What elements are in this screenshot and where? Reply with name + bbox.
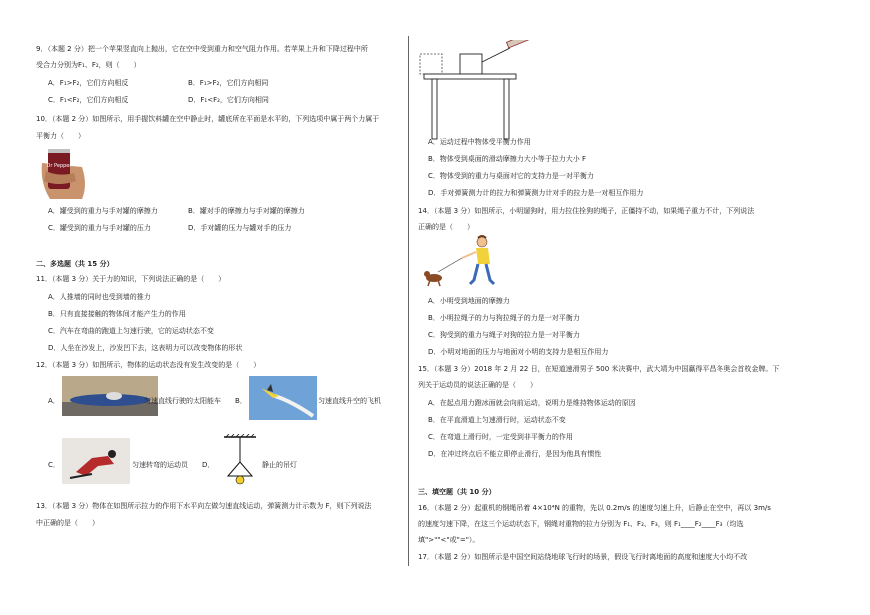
q12-option-c: C． [48, 461, 60, 469]
section-3-heading: 三、填空题（共 10 分） [418, 488, 496, 496]
q9-line2: 受合力分别为F₁、F₂，则（ ） [36, 61, 141, 69]
q15-option-b: B．在平直滑道上匀速滑行时，运动状态不变 [428, 416, 566, 424]
q15-line2: 列关于运动员的说法正确的是（ ） [418, 381, 537, 389]
q13-line1: 13．（本题 3 分）物体在如图所示拉力的作用下水平向左做匀速直线运动，弹簧测力计示数为 F，则下列说法 [36, 502, 372, 510]
q14-option-c: C．狗受到的重力与绳子对狗的拉力是一对平衡力 [428, 331, 580, 339]
q11-option-c: C．汽车在弯曲的跑道上匀速行驶，它的运动状态不变 [48, 327, 214, 335]
q14-line2: 正确的是（ ） [418, 223, 474, 231]
q13-line2: 中正确的是（ ） [36, 519, 99, 527]
q13-option-a: A．运动过程中物体受平衡力作用 [428, 138, 531, 146]
q11-option-b: B．只有直接接触的物体间才能产生力的作用 [48, 310, 186, 318]
q9-option-c: C．F₁<F₂，它们方向相反 [48, 96, 129, 104]
q9-line1: 9．（本题 2 分）把一个苹果竖直向上抛出，它在空中受到重力和空气阻力作用。若苹果上升和下降过程中所 [36, 45, 368, 53]
q13-option-b: B．物体受到桌面的滑动摩擦力大小等于拉力大小 F [428, 155, 587, 163]
q15-line1: 15．（本题 3 分）2018 年 2 月 22 日，在短道速滑男子 500 米决赛中，武大靖为中国赢得平昌冬奥会首枚金牌。下 [418, 365, 780, 373]
q12-option-b: B． [235, 397, 247, 405]
q13-option-d: D．手对弹簧测力计的拉力和弹簧测力计对手的拉力是一对相互作用力 [428, 189, 644, 197]
svg-text:Dr Pepper: Dr Pepper [46, 163, 72, 169]
q10-option-c: C．罐受到的重力与手对罐的压力 [48, 224, 151, 232]
q14-option-a: A．小明受到地面的摩擦力 [428, 297, 510, 305]
q10-option-d: D．手对罐的压力与罐对手的压力 [188, 224, 292, 232]
boy-walking-dog-image [420, 234, 502, 292]
q15-option-a: A．在起点用力蹬冰面就会向前运动，说明力是维持物体运动的原因 [428, 399, 636, 407]
q10-option-a: A．罐受到的重力与手对罐的摩擦力 [48, 207, 158, 215]
q12-caption-a: 匀速直线行驶的太阳能车 [144, 397, 221, 405]
q12-caption-c: 匀速转弯的运动员 [132, 461, 188, 469]
airplane-image [249, 376, 317, 420]
skater-image [62, 438, 130, 484]
q14-line1: 14．（本题 3 分）如图所示，小明遛狗时，用力拉住拴狗的绳子，正僵持不动，如果绳子重力不计，下列说法 [418, 207, 755, 215]
q12-option-a: A． [48, 397, 60, 405]
can-logo-text [47, 163, 73, 169]
q17-line1: 17．（本题 2 分）如图所示是中国空间站绕地球飞行时的场景，假设飞行时离地面的高度和速度大小均不改 [418, 553, 748, 561]
q11-line1: 11．（本题 3 分）关于力的知识，下列说法正确的是（ ） [36, 275, 226, 283]
q11-option-d: D．人坐在沙发上，沙发凹下去，这表明力可以改变物体的形状 [48, 344, 243, 352]
q10-option-b: B．罐对手的摩擦力与手对罐的摩擦力 [188, 207, 305, 215]
q15-option-d: D．在冲过终点后不能立即停止滑行，是因为他具有惯性 [428, 450, 602, 458]
q16-line2: 的速度匀速下降，在这三个运动状态下，钢绳对重物的拉力分别为 F₁、F₂、F₃，则 F₁____F₂____F₃（均选 [418, 520, 744, 528]
q12-option-d: D． [202, 461, 215, 469]
q14-option-d: D．小明对地面的压力与地面对小明的支持力是相互作用力 [428, 348, 609, 356]
q16-line1: 16．（本题 2 分）起重机的钢绳吊着 4×10⁴N 的重物，先以 0.2m/s 的速度匀速上升，后静止在空中，再以 3m/s [418, 504, 771, 512]
drink-can-hand-image [38, 143, 90, 201]
q11-option-a: A．人推墙的同时也受到墙的推力 [48, 293, 151, 301]
q9-option-b: B．F₁>F₂，它们方向相同 [188, 79, 269, 87]
q14-option-b: B．小明拉绳子的力与狗拉绳子的力是一对平衡力 [428, 314, 580, 322]
section-2-heading: 二、多选题（共 15 分） [36, 260, 114, 268]
q15-option-c: C．在弯道上滑行时，一定受到非平衡力的作用 [428, 433, 573, 441]
q12-caption-b: 匀速直线升空的飞机 [318, 397, 381, 405]
q12-caption-d: 静止的吊灯 [262, 461, 297, 469]
column-divider [408, 36, 409, 566]
q12-line1: 12．（本题 3 分）如图所示，物体的运动状态没有发生改变的是（ ） [36, 361, 261, 369]
hanging-lamp-image [220, 434, 260, 488]
q13-option-c: C．物体受到的重力与桌面对它的支持力是一对平衡力 [428, 172, 594, 180]
q9-option-a: A．F₁>F₂，它们方向相反 [48, 79, 129, 87]
q10-line1: 10．（本题 2 分）如图所示，用手握饮料罐在空中静止时，罐底所在平面是水平的，下列选项中属于两个力属于 [36, 115, 380, 123]
q16-line3: 填">""<"或"="）。 [418, 536, 480, 544]
table-block-spring-scale-image [418, 40, 548, 144]
q9-option-d: D．F₁<F₂，它们方向相同 [188, 96, 269, 104]
q10-line2: 平衡力（ ） [36, 132, 85, 140]
